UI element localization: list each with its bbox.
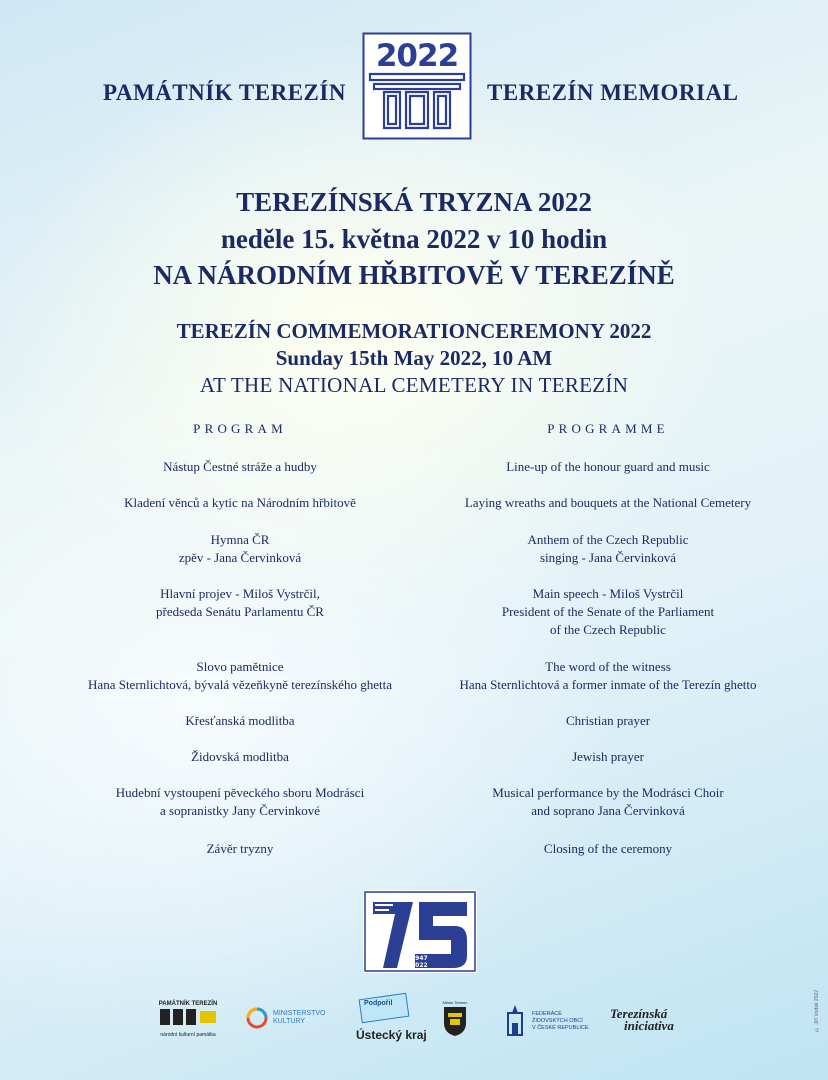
- iniciativa-line2: iniciativa: [624, 1018, 674, 1033]
- program-cz-item: [50, 840, 430, 858]
- program-en-item-line: Anthem of the Czech Republic: [527, 532, 689, 547]
- logo-year-text: 2022: [375, 38, 459, 74]
- program-cz-item-line: Hana Sternlichtová, bývalá vězeňkyně terezínského ghetta: [88, 677, 392, 692]
- header-right-title: TEREZÍN MEMORIAL: [487, 80, 739, 105]
- english-title-line2: Sunday 15th May 2022, 10 AM: [275, 346, 553, 370]
- program-cz-item-line: Židovská modlitba: [191, 749, 289, 764]
- program-cz-item: [50, 784, 430, 820]
- program-cz-item: [50, 494, 430, 512]
- program-en-item-line: of the Czech Republic: [550, 622, 666, 637]
- sponsor-pamatnik-name: PAMÁTNÍK TEREZÍN: [158, 1001, 218, 1007]
- program-cz-item: [50, 712, 430, 730]
- program-en-item: [418, 748, 798, 766]
- program-en-item: [418, 784, 798, 820]
- federace-line3: V ČESKÉ REPUBLICE: [532, 1025, 589, 1031]
- program-en-item: [418, 494, 798, 512]
- english-title-line1: TEREZÍN COMMEMORATIONCEREMONY 2022: [176, 319, 652, 343]
- program-en-item-line: Musical performance by the Modrásci Choir: [492, 785, 724, 800]
- program-en-item-line: Hana Sternlichtová a former inmate of the Terezín ghetto: [459, 677, 757, 692]
- program-cz-item: [50, 531, 430, 567]
- program-cz-item-line: Slovo pamětnice: [196, 659, 284, 674]
- program-cz-item: [50, 658, 430, 694]
- iniciativa-line1: Terezínská: [610, 1006, 668, 1021]
- program-cz-item-line: Závěr tryzny: [206, 841, 274, 856]
- program-en-item-line: Closing of the ceremony: [543, 841, 673, 856]
- terezin-coat-of-arms-icon: [442, 1005, 468, 1037]
- program-cz-item-line: Hymna ČR: [210, 532, 270, 547]
- program-en-item: [418, 531, 798, 567]
- sponsor-pamatnik-sub: národní kulturní památka: [160, 1032, 216, 1038]
- program-en-item: [418, 658, 798, 694]
- kraj-name: Ústecký kraj: [356, 1028, 427, 1042]
- pamatnik-logo-icon: [156, 1007, 220, 1027]
- copyright-note: © Jiří Vodák 2022: [814, 990, 820, 1032]
- program-en-item-line: President of the Senate of the Parliament: [501, 604, 715, 619]
- sponsor-pamatnik-terezin: [152, 1001, 224, 1038]
- program-en-item-line: and soprano Jana Červinková: [531, 803, 685, 818]
- mesto-name: Město Terezín: [442, 1000, 468, 1005]
- program-cz-item: [50, 458, 430, 476]
- program-en-item-line: Jewish prayer: [572, 749, 644, 764]
- program-en-item-line: Line-up of the honour guard and music: [506, 459, 710, 474]
- program-cz-item-line: Hudební vystoupení pěveckého sboru Modrásci: [115, 785, 365, 800]
- years-left: 1947: [411, 955, 428, 962]
- sponsor-terezinska-iniciativa: [610, 1008, 690, 1032]
- ministerstvo-line2: KULTURY: [273, 1018, 306, 1025]
- program-cz-item-line: a sopranistky Jany Červinkové: [160, 803, 320, 818]
- anniversary-75-logo: [363, 890, 477, 973]
- program-cz-item: [50, 748, 430, 766]
- federace-line2: ŽIDOVSKÝCH OBCÍ: [532, 1018, 583, 1024]
- program-en-item-line: The word of the witness: [545, 659, 671, 674]
- program-heading-en: PROGRAMME: [547, 421, 669, 436]
- program-heading-cz: PROGRAM: [193, 421, 287, 436]
- english-title-line3: AT THE NATIONAL CEMETERY IN TEREZÍN: [199, 373, 629, 397]
- ministerstvo-line1: MINISTERSTVO: [273, 1010, 326, 1017]
- sponsor-mesto-terezin: [440, 1000, 470, 1042]
- program-en-item: [418, 585, 798, 639]
- program-en-item-line: Main speech - Miloš Vystrčil: [532, 586, 684, 601]
- years-right: 2022: [411, 962, 428, 969]
- czech-title-line1: TEREZÍNSKÁ TRYZNA 2022: [236, 187, 592, 217]
- program-cz-item-line: Kladení věnců a kytic na Národním hřbitově: [124, 495, 356, 510]
- program-en-item: [418, 712, 798, 730]
- federace-line1: FEDERACE: [532, 1011, 562, 1017]
- czech-title-line3: NA NÁRODNÍM HŘBITOVĚ V TEREZÍNĚ: [153, 260, 675, 290]
- program-cz-item-line: Nástup Čestné stráže a hudby: [163, 459, 317, 474]
- program-en-item: [418, 458, 798, 476]
- program-cz-item-line: Hlavní projev - Miloš Vystrčil,: [160, 586, 320, 601]
- ministerstvo-logo-icon: [245, 1006, 269, 1030]
- federace-logo-icon: [502, 1003, 528, 1037]
- kraj-badge-text: Podpořil: [364, 1000, 393, 1007]
- header-left-title: PAMÁTNÍK TEREZÍN: [103, 80, 346, 105]
- program-en-item-line: singing - Jana Červinková: [539, 550, 677, 565]
- czech-title-line2: neděle 15. května 2022 v 10 hodin: [220, 224, 608, 254]
- program-en-item-line: Christian prayer: [565, 713, 651, 728]
- program-cz-item: [50, 585, 430, 621]
- program-cz-item-line: Křesťanská modlitba: [185, 713, 295, 728]
- program-cz-item-line: zpěv - Jana Červinková: [178, 550, 302, 565]
- program-en-item: [418, 840, 798, 858]
- program-cz-item-line: předseda Senátu Parlamentu ČR: [156, 604, 324, 619]
- program-en-item-line: Laying wreaths and bouquets at the National Cemetery: [464, 495, 752, 510]
